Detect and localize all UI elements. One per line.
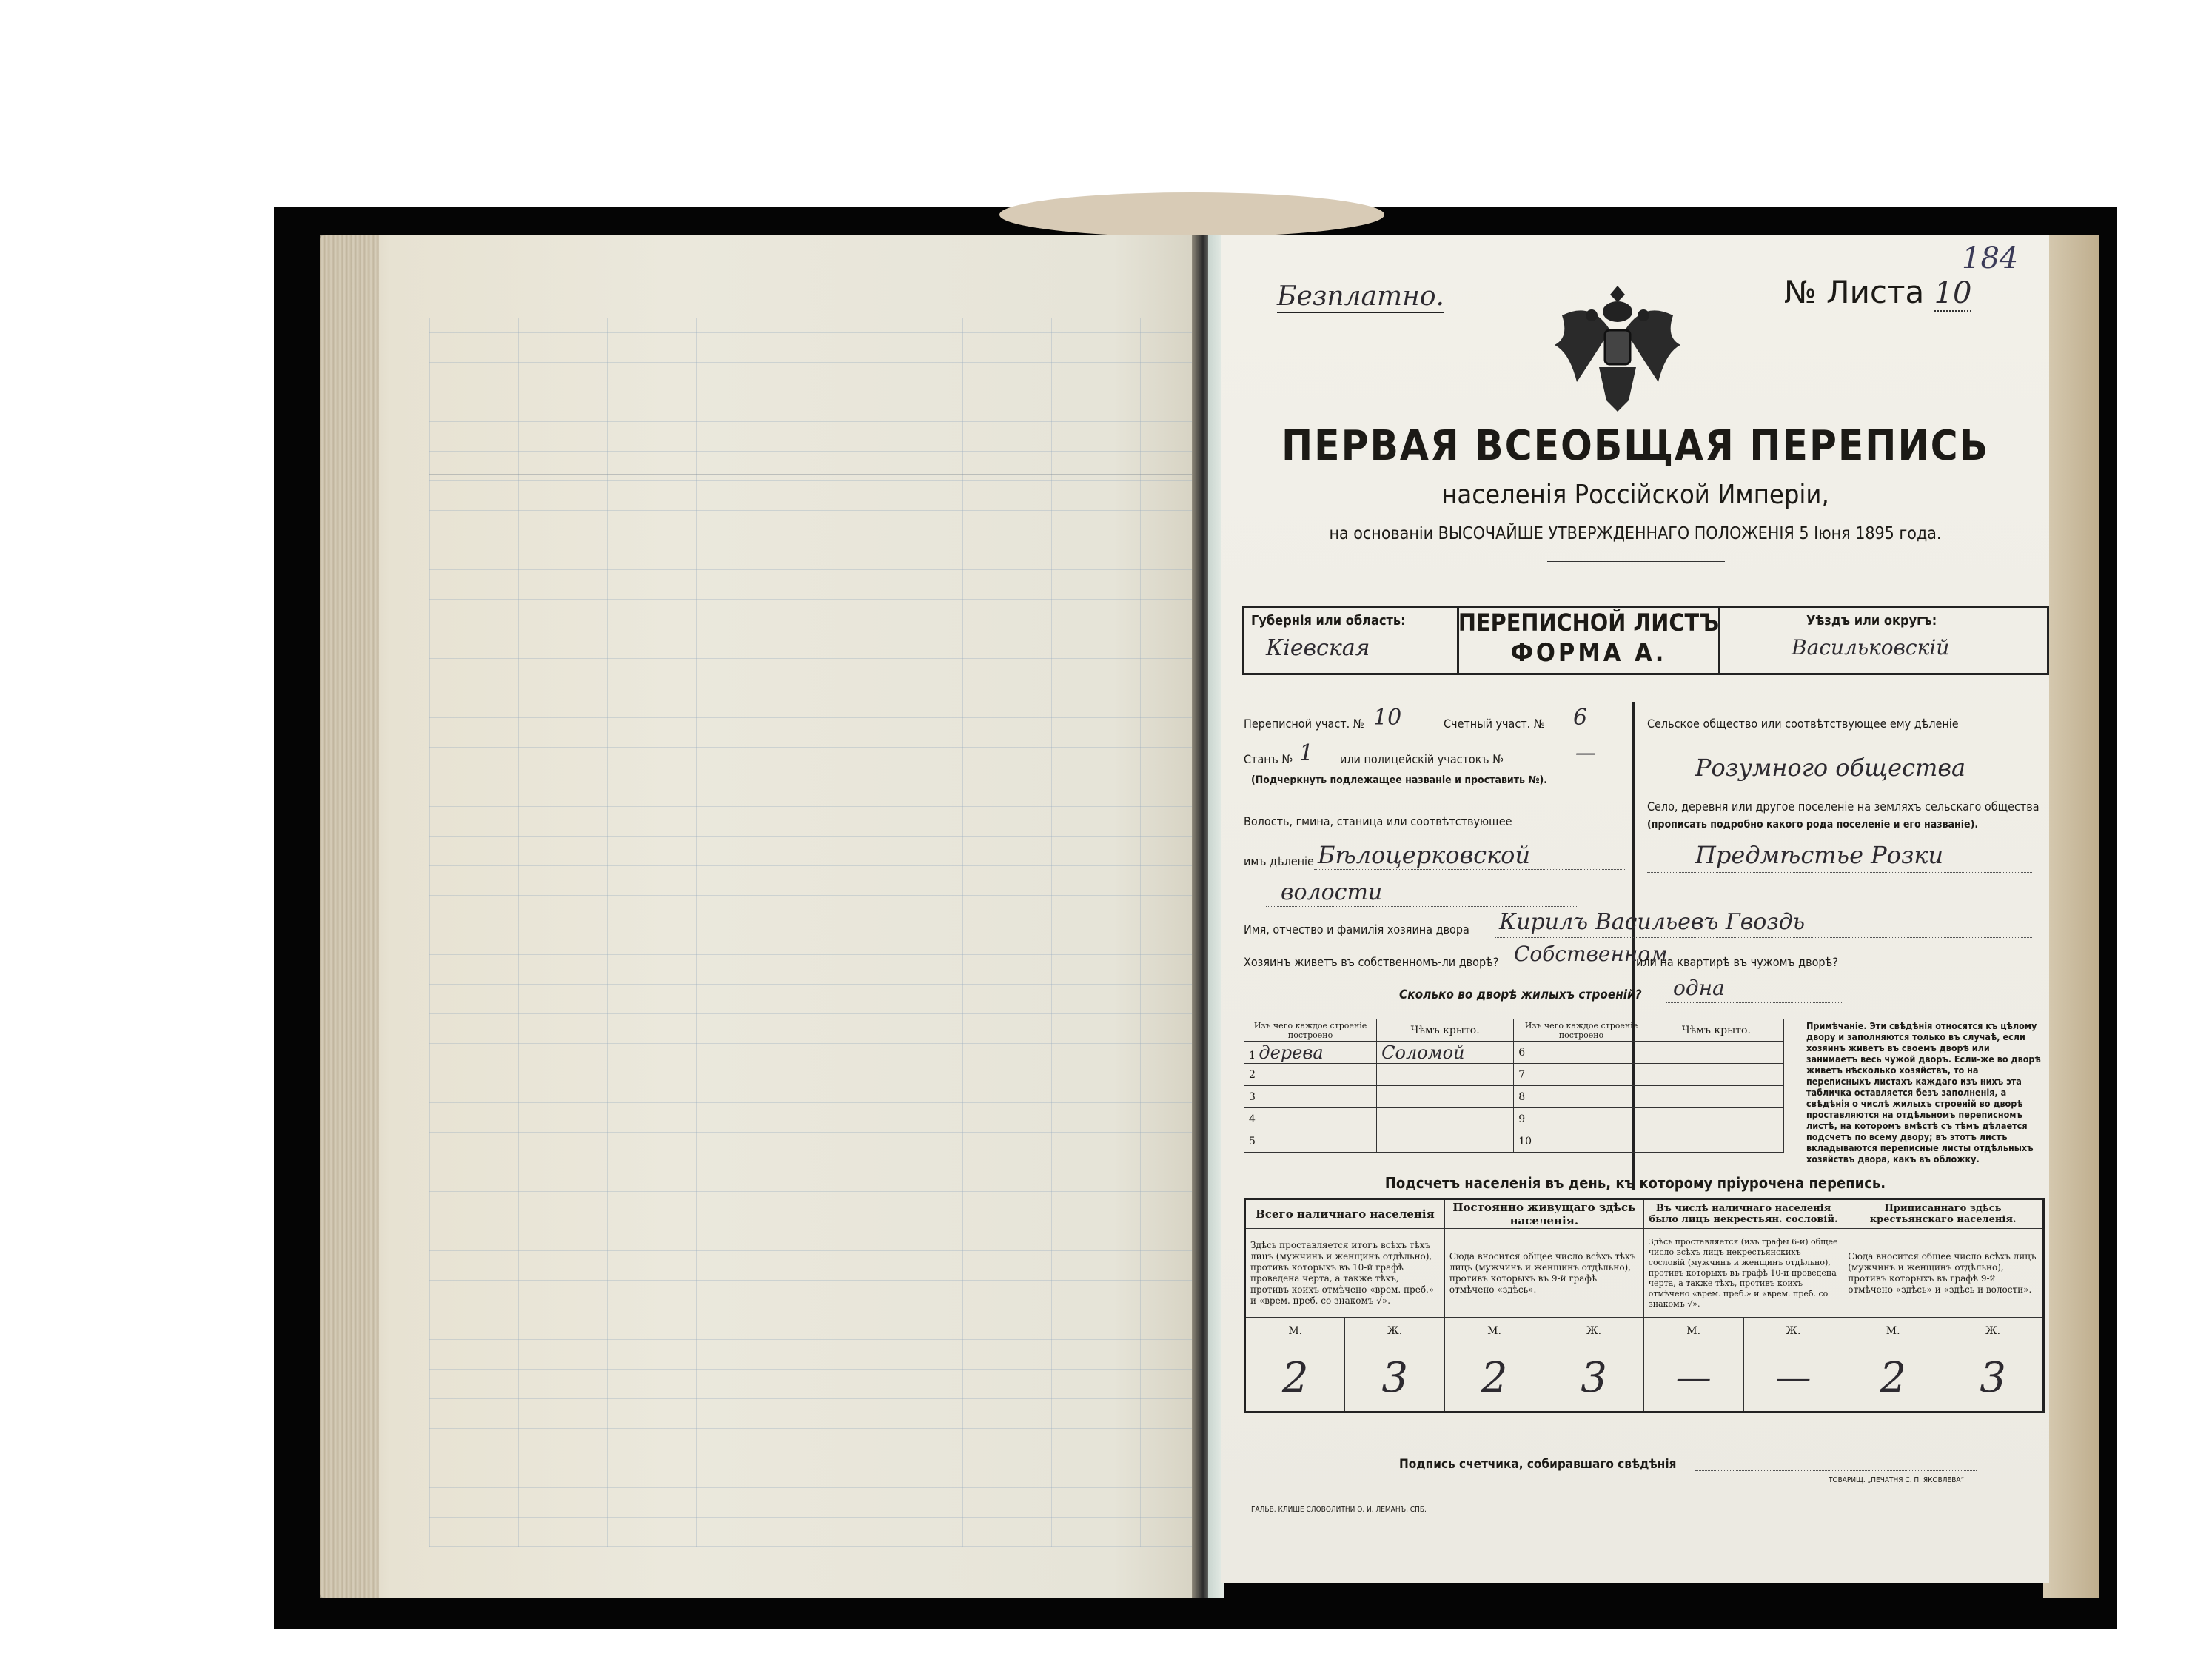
group-desc: Сюда вносится общее число всѣхъ лицъ (мужчинъ и женщинъ отдѣльно), противъ которыхъ въ графѣ 9-й отмѣчено «здѣсь» и «здѣсь и волости». [1843,1229,2044,1318]
material-value: дерева [1259,1042,1324,1063]
society-label: Сельское общество или соотвѣтствующее ему дѣленіе [1647,717,1959,731]
male-header: М. [1444,1318,1544,1344]
sheet-number: 10 [1934,276,1972,310]
census-subtitle: населенія Россійской Имперіи, [1441,480,1829,510]
free-label: Безплатно. [1277,281,1444,312]
census-district-label: Переписной участ. № [1244,717,1364,731]
permanent-male-count: 2 [1444,1344,1544,1412]
owner-underline [1495,937,2032,938]
group-title: Постоянно живущаго здѣсь населенія. [1444,1199,1643,1229]
row-number: 7 [1518,1068,1526,1081]
left-page-header-bleed [429,318,1199,475]
peasant-female-count: 3 [1943,1344,2044,1412]
col-roof-header: Чѣмъ крыто. [1377,1019,1514,1042]
row-number: 2 [1249,1068,1256,1081]
male-header: М. [1843,1318,1943,1344]
gubernia-label: Губернія или область: [1251,613,1406,629]
female-header: Ж. [1743,1318,1843,1344]
sheet-title: ПЕРЕПИСНОЙ ЛИСТЪ [1458,609,1720,637]
signature-label: Подпись счетчика, собиравшаго свѣдѣнія [1399,1457,1677,1472]
buildings-table [1244,1019,1784,1153]
group-desc: Здѣсь проставляется итогъ всѣхъ тѣхъ лицъ (мужчинъ и женщинъ отдѣльно), противъ которыхъ въ 10-й графѣ проведена черта, а также тѣхъ, противъ коихъ отмѣчено «врем. преб.» и «врем. преб. со знакомъ √». [1245,1229,1445,1318]
signature-line [1695,1470,1977,1471]
nonpeasant-female-count: — [1743,1344,1843,1412]
table-row [1244,1108,1784,1130]
buildings-label: Сколько во дворѣ жилыхъ строеній? [1399,988,1642,1002]
gubernia-value: Кіевская [1266,635,1370,661]
cover-edge [2043,235,2099,1598]
volost-label: Волость, гмина, станица или соотвѣтствующее [1244,814,1512,828]
volost-value: Бѣлоцерковской [1318,841,1531,869]
right-page [1221,235,2049,1583]
table-row [1244,1042,1784,1064]
double-headed-eagle-emblem [1547,271,1688,419]
uezd-label: Уѣздъ или округъ: [1806,613,1937,629]
residence-value: Собственном [1514,942,1668,966]
row-number: 6 [1518,1046,1526,1059]
police-value: — [1575,740,1596,765]
village-value: Предмѣстье Розки [1695,841,1944,869]
roof-value: Соломой [1381,1042,1465,1063]
society-value: Розумного общества [1695,754,1966,782]
census-district-value: 10 [1373,705,1402,731]
census-basis: на основаніи ВЫСОЧАЙШЕ УТВЕРЖДЕННАГО ПОЛОЖЕНІЯ 5 Іюня 1895 года. [1329,524,1942,543]
table-row [1244,1130,1784,1153]
male-header: М. [1245,1318,1345,1344]
sheet-stamp-number: 184 [1962,241,2019,275]
sheet-label: № Листа [1784,274,1925,310]
row-number: 4 [1249,1113,1256,1125]
police-label: или полицейскій участокъ № [1340,752,1504,766]
permanent-female-count: 3 [1544,1344,1643,1412]
buildings-value: одна [1673,976,1725,1000]
group-title: Въ числѣ наличнаго населенія было лицъ некрестьян. сословій. [1643,1199,1843,1229]
buildings-underline [1666,1002,1843,1003]
ornament-divider [1547,561,1725,563]
group-title: Всего наличнаго населенія [1245,1199,1445,1229]
total-male-count: 2 [1245,1344,1345,1412]
page-stack-edge [320,235,379,1598]
residence-label-2: или на квартирѣ въ чужомъ дворѣ? [1636,955,1838,969]
row-number: 3 [1249,1090,1256,1103]
nonpeasant-male-count: — [1643,1344,1743,1412]
uezd-value: Васильковскій [1792,635,1950,660]
row-number: 10 [1518,1135,1532,1147]
underline-note: (Подчеркнуть подлежащее названіе и проставить №). [1251,774,1548,786]
population-heading: Подсчетъ населенія въ день, къ которому пріурочена перепись. [1384,1174,1886,1192]
row-number: 8 [1518,1090,1526,1103]
table-row [1244,1086,1784,1108]
row-number: 1 [1249,1049,1256,1062]
counting-district-label: Счетный участ. № [1444,717,1545,731]
counting-district-value: 6 [1573,705,1588,731]
female-header: Ж. [1345,1318,1444,1344]
peasant-male-count: 2 [1843,1344,1943,1412]
owner-label: Имя, отчество и фамилія хозяина двора [1244,922,1469,936]
volost-label-2: имъ дѣленіе [1244,854,1314,868]
stan-value: 1 [1299,740,1314,766]
female-header: Ж. [1544,1318,1643,1344]
row-number: 9 [1518,1113,1526,1125]
village-underline [1647,872,2032,873]
village-note: (прописать подробно какого рода поселеніе и его названіе). [1647,819,1979,831]
printer-left: ГАЛЬВ. КЛИШЕ СЛОВОЛИТНИ О. И. ЛЕМАНЪ, СПБ. [1251,1506,1427,1514]
stan-label: Станъ № [1244,752,1293,766]
col-material-header-2: Изъ чего каждое строеніе построено [1514,1019,1649,1042]
col-material-header: Изъ чего каждое строеніе построено [1244,1019,1377,1042]
left-page-grid [429,318,1199,1547]
village-label: Село, деревня или другое поселеніе на земляхъ сельскаго общества [1647,800,2040,814]
volost-underline [1314,869,1625,870]
residence-label-1: Хозяинъ живетъ въ собственномъ-ли дворѣ? [1244,955,1499,969]
printer-right: ТОВАРИЩ. „ПЕЧАТНЯ С. П. ЯКОВЛЕВА“ [1829,1476,1965,1484]
volost-underline-2 [1266,906,1577,907]
table-row [1244,1064,1784,1086]
row-number: 5 [1249,1135,1256,1147]
male-header: М. [1643,1318,1743,1344]
group-desc: Сюда вносится общее число всѣхъ тѣхъ лицъ (мужчинъ и женщинъ отдѣльно), противъ которыхъ въ 9-й графѣ отмѣчено «здѣсь». [1444,1229,1643,1318]
volost-value-2: волости [1281,879,1383,905]
table-surface [999,192,1384,237]
form-title: ФОРМА А. [1510,638,1667,668]
female-header: Ж. [1943,1318,2044,1344]
buildings-note: Примѣчаніе. Эти свѣдѣнія относятся къ цѣлому двору и заполняются только въ случаѣ, если хозяинъ живетъ въ своемъ дворѣ или занимаетъ весь чужой дворъ. Если-же во дворѣ живетъ нѣсколько хозяйствъ, то на переписныхъ листахъ каждаго изъ нихъ эта табличка оставляется безъ заполненія, а свѣдѣнія о числѣ жилыхъ строеній во дворѣ проставляются на отдѣльномъ переписномъ листѣ, на которомъ вмѣстѣ съ тѣмъ дѣлается подсчетъ по всему двору; въ этотъ листъ вкладываются переписные листы отдѣльныхъ хозяйствъ двора, какъ въ обложку. [1806,1020,2041,1164]
owner-value: Кирилъ Васильевъ Гвоздь [1499,909,1806,935]
total-female-count: 3 [1345,1344,1444,1412]
col-roof-header-2: Чѣмъ крыто. [1649,1019,1783,1042]
census-title: ПЕРВАЯ ВСЕОБЩАЯ ПЕРЕПИСЬ [1281,422,1989,470]
sheet-number-label [1784,274,1971,310]
group-desc: Здѣсь проставляется (изъ графы 6-й) общее число всѣхъ лицъ некрестьянскихъ сословій (мужчинъ и женщинъ отдѣльно), противъ которыхъ въ графѣ 10-й проведена черта, а также тѣхъ, противъ коихъ отмѣчено «врем. преб.» и «врем. преб. со знакомъ √». [1643,1229,1843,1318]
group-title: Приписаннаго здѣсь крестьянскаго населенія. [1843,1199,2044,1229]
population-table [1244,1198,2045,1413]
